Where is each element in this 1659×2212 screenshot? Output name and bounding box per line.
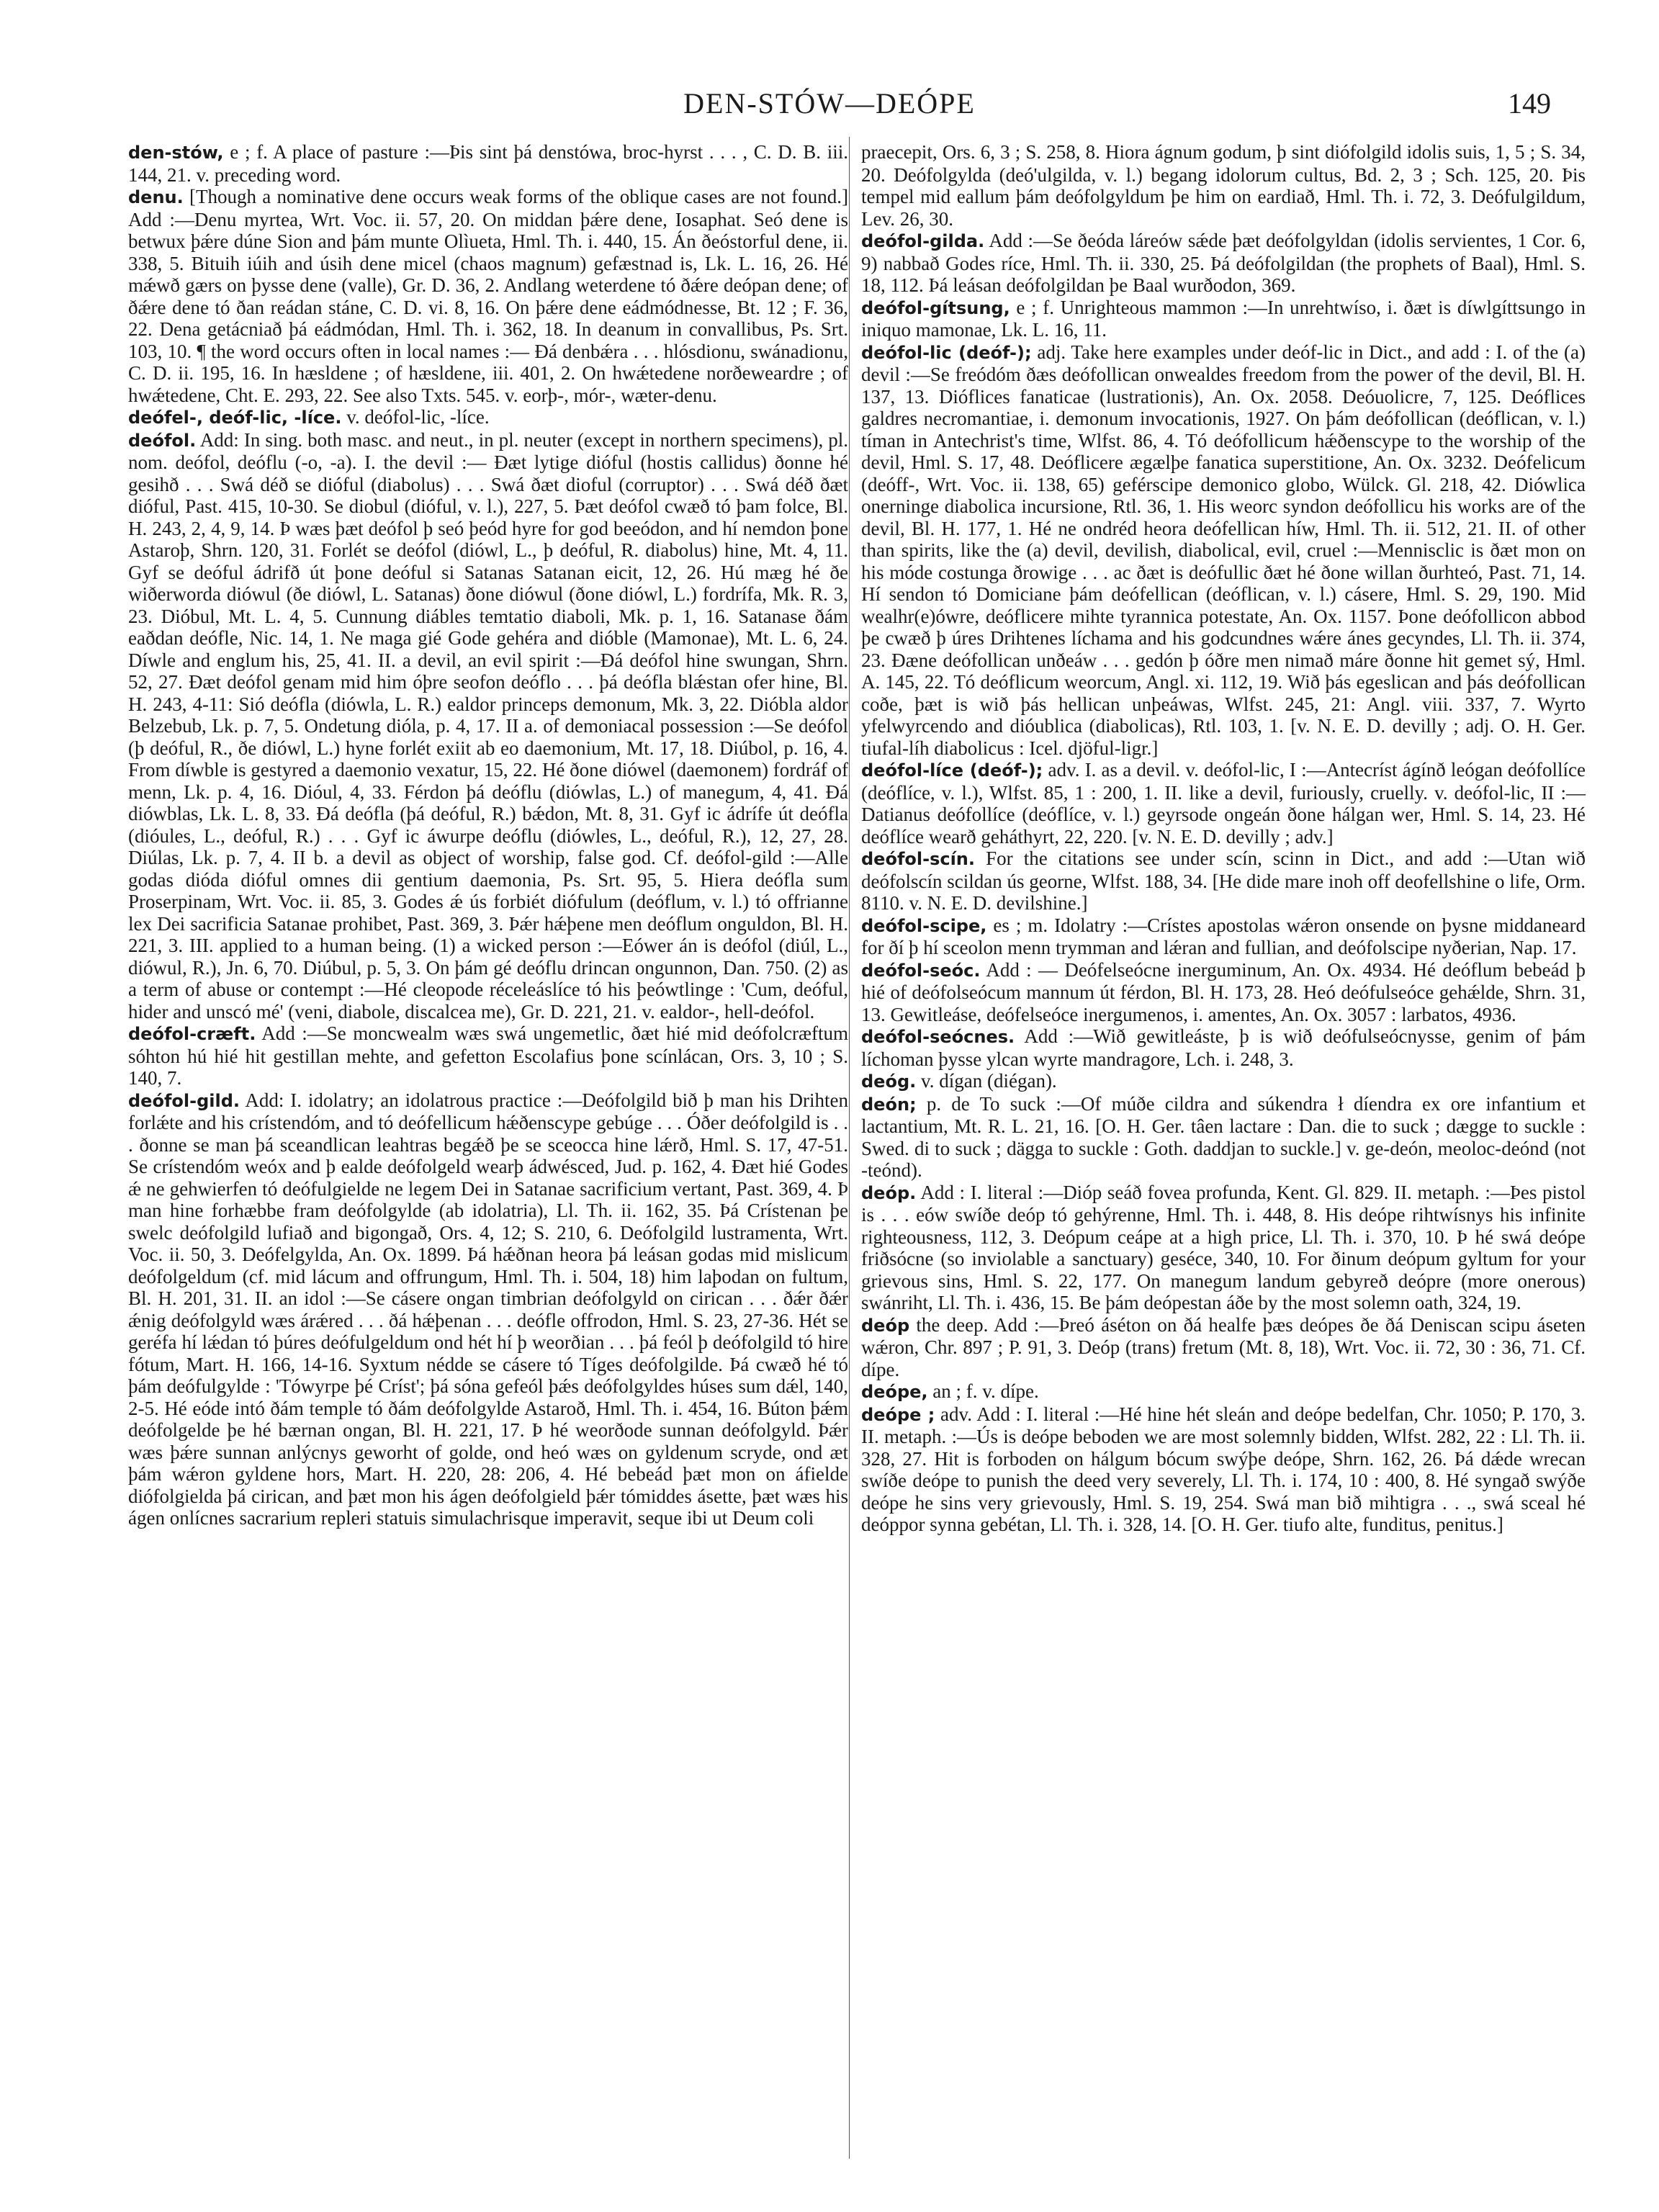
headword: deófol-scipe, — [861, 915, 987, 936]
headword: deóg. — [861, 1071, 917, 1092]
entry — [861, 1093, 1586, 1182]
headword: deófol-gild. — [128, 1090, 240, 1111]
entry-text: the deep. Add :—Þreó áséton on ðá healfe þæs deópes ðe ðá Deniscan scipu áseten wǽron, Chr. 897 ; P. 91, 3. Deóp (trans) fretum (Mt. 8, 18), Wrt. Voc. ii. 72, 30 : 36, 71. Cf. dípe. — [861, 1313, 1586, 1380]
left-column — [128, 141, 848, 1529]
page-number: 149 — [1508, 87, 1551, 120]
entry-text: e ; f. A place of pasture :—Þis sint þá denstówa, broc-hyrst . . . , C. D. B. iii. 144, 21. v. preceding word. — [128, 141, 849, 186]
entry-text: [Though a nominative dene occurs weak forms of the oblique cases are not found.] Add :—Denu myrtea, Wrt. Voc. ii. 57, 20. On middan þǽre dene, Iosaphat. Seó dene is betwux þǽre dúne Sion and þám munte Olìueta, Hml. Th. i. 440, 15. Án ðeóstorful dene, ii. 338, 5. Bituih iúih and úsih dene micel (chaos magnum) gefæstnad is, Lk. L. 16, 26. Hé mǽwð gærs on þysse dene (valle), Gr. D. 36, 2. Andlang weterdene tó ðǽre deópan dene; of ðǽre dene tó ðan reádan stáne, C. D. vi. 8, 16. On þǽre dene eádmódnesse, Bt. 12 ; F. 36, 22. Dena getácniað þá eádmódan, Hml. Th. i. 362, 18. In deanum in convallibus, Ps. Srt. 103, 10. ¶ the word occurs often in local names :— Ðá denbǽra . . . hlósdionu, swánadionu, C. D. ii. 195, 16. In hæsldene ; of hæsldene, iii. 401, 2. On hwǽtedene norðeweardre ; of hwǽtedene, Cht. E. 293, 22. See also Txts. 545. v. eorþ-, mór-, wæter-denu. — [128, 186, 848, 406]
entry — [861, 1314, 1586, 1381]
entry — [861, 341, 1586, 760]
entry — [861, 1070, 1586, 1093]
headword: deófol-scín. — [861, 849, 976, 869]
headword: deófol-cræft. — [128, 1024, 256, 1044]
entry-text: adj. Take here examples under deóf-lic in Dict., and add : I. of the (a) devil :—Se freódóm ðæs deófollican onwealdes freedom from the power of the devil, Bl. H. 137, 13. Dióflices fanaticae (lustrationis), An. Ox. 2058. Deóuolicre, 7, 125. Deóflices galdres necromantiae, i. demonum invocationis, 1927. On þám deófollican (deóflican, v. l.) tíman in Antechrist's time, Wlfst. 86, 4. Tó deófollicum hǽðenscype to the worship of the devil, Hml. S. 17, 48. Deóflicere ægælþe fanatica superstitione, An. Ox. 3232. Deófelicum (deóff-, Wrt. Voc. ii. 138, 65) geférscipe demonico globo, Wülck. Gl. 218, 42. Diówlica onerninge diabolica incursione, Rtl. 36, 1. His weorc syndon deófollicu his works are of the devil, Bl. H. 177, 1. Hé ne ondréd heora deófellican híw, Hml. Th. ii. 512, 21. II. of other than spirits, like the (a) devil, devilish, diabolical, evil, cruel :—Mennisclic is ðæt mon on his móde costunga ðrowige . . . ac ðæt is deófullic ðæt hé ðone willan ðurhteó, Past. 71, 14. Hí sendon tó Domiciane þám deófellican (deóflican, v. l.) cásere, Hml. S. 29, 190. Mid wealhr(e)ówre, deóflicere mihte tyrannica potestate, An. Ox. 1157. Þone deófollicon abbod þe cwæð þ úres Drihtenes líchama and his godcundnes wǽre ánes gecyndes, Ll. Th. ii. 374, 23. Ðæne deófollican unðeáw . . . gedón þ óðre men nimað máre ðonne hit gemet sý, Hml. A. 145, 22. Tó deóflicum weorcum, Angl. xi. 112, 19. Wið þás egeslican and þás deófollican coðe, þæt is wið þás hellican unþeáwas, Wlfst. 245, 21: Angl. viii. 337, 7. Wyrto yfelwyrcendo and dióublica (diabolicas), Rtl. 103, 1. [v. N. E. D. devilly ; adj. O. H. Ger. tiufal-líh diabolicus : Icel. djöful-ligr.] — [861, 341, 1586, 759]
entry-text: For the citations see under scín, scinn in Dict., and add :—Utan wið deófolscín scildan ús georne, Wlfst. 188, 34. [He dide mare inoh off deofellshine o life, Orm. 8110. v. N. E. D. devilshine.] — [861, 848, 1586, 914]
headword: deófol-lic (deóf-); — [861, 342, 1032, 363]
entry-text: v. deófol-lic, -líce. — [346, 406, 490, 428]
headword: deófol-seócnes. — [861, 1027, 1015, 1047]
entry-text: Add :—Se moncwealm wæs swá ungemetlic, ðæt hié mid deófolcræftum sóhton hú hié hit gestillan mehte, and gefetton Escolafius þone scínlácan, Ors. 3, 10 ; S. 140, 7. — [128, 1022, 848, 1089]
entry-text: Add : — Deófelseócne inerguminum, An. Ox. 4934. Hé deóflum bebeád þ hié of deófolseócum mannum út férdon, Bl. H. 173, 28. Heó deófulseóce gehǽlde, Shrn. 31, 13. Gewitleáse, deófelseóce inergumenos, i. amentes, An. Ox. 3057 : larbatos, 4936. — [861, 958, 1586, 1025]
running-head — [0, 86, 1659, 130]
entry — [861, 230, 1586, 297]
right-column — [861, 141, 1586, 1536]
column-divider — [849, 137, 850, 2159]
headword: deópe, — [861, 1382, 928, 1402]
entry-text: es ; m. Idolatry :—Crístes apostolas wǽron onsende on þysne middaneard for ðí þ hí sceolon menn trymman and lǽran and fullian, and deófolscipe nyðerian, Nap. 17. — [861, 914, 1586, 958]
headword: den-stów, — [128, 143, 224, 163]
entry — [861, 1380, 1586, 1403]
entry-text: v. dígan (diégan). — [921, 1070, 1057, 1092]
headword: deófol-gilda. — [861, 231, 985, 251]
entry — [861, 141, 1586, 230]
headword: deófel-, deóf-lic, -líce. — [128, 408, 342, 428]
entry-text: Add: In sing. both masc. and neut., in pl. neuter (except in northern specimens), pl. nom. deófol, deóflu (-o, -a). I. the devil :— Ðæt lytige dióful (hostis callidus) ðonne hé gesihð . . . Swá déð se dióful (diabolus) . . . Swá ðæt dioful (corruptor) . . . Swá déð ðæt dióful, Past. 415, 10-30. Se diobul (dióful, v. l.), 227, 5. Þæt deófol cwæð tó þam folce, Bl. H. 243, 2, 4, 9, 14. Þ wæs þæt deófol þ seó þeód hyre for god beeódon, and hí nemdon þone Astaroþ, Shrn. 120, 31. Forlét se deófol (diówl, L., þ deóful, R. diabolus) hine, Mt. 4, 11. Gyf se deóful ádrifð út þone deóful si Satanas Satanan eicit, 12, 26. Hú mæg hé ðe wiðerworda diówul (ðe diówl, L. Satanas) ðone diówul (ðone diówl, L.) fordrífa, Mk. R. 3, 23. Dióbul, Mt. L. 4, 5. Cunnung diábles temtatio diaboli, Mk. p. 1, 16. Satanase ðám eaðdan deófle, Nic. 14, 1. Ne maga gié Gode gehéra and dióble (Mamonae), Mt. L. 6, 24. Díwle and englum his, 25, 41. II. a devil, an evil spirit :—Ðá deófol hine swungan, Shrn. 52, 27. Ðæt deófol genam mid him óþre seofon deóflo . . . þá deófla blǽstan ofer hine, Bl. H. 243, 4-11: Sió deófla (diówla, L. R.) ealdor princeps demonum, Mk. 3, 22. Dióbla aldor Belzebub, Lk. p. 7, 5. Ondetung dióla, p. 4, 17. II a. of demoniacal possession :—Se deófol (þ deóful, R., ðe diówl, L.) hyne forlét exiit ab eo daemonium, Mt. 17, 18. Diúbol, p. 16, 4. From díwble is gestyred a daemonio vexatur, 15, 22. Hé ðone diówel (daemonem) fordráf of menn, Lk. p. 4, 16. Dióul, 4, 33. Férdon þá deóflu (diówlas, L.) of manegum, 4, 41. Ðá diówblas, Lk. L. 8, 33. Ðá deófla (þá deóful, R.) bǽdon, Mt. 8, 31. Gyf ic ádrífe út deófla (dióules, L., deóful, R.) . . . Gyf ic áwurpe deóflu (diówles, L., deóful, R.), 12, 27, 28. Diúlas, Lk. p. 7, 4. II b. a devil as object of worship, false god. Cf. deófol-gild :—Alle godas dióda dióful omnes dii gentium daemonia, Ps. Srt. 95, 5. Hiera deófla sum Proserpinam, Wrt. Voc. ii. 85, 3. Godes ǽ ús forbiét diófulum (deóflum, v. l.) tó offrianne lex Dei sacrificia Satanae prohibet, Past. 369, 3. Þǽr hǽþene men deóflum onguldon, Bl. H. 221, 3. III. applied to a human being. (1) a wicked person :—Eówer án is deófol (diúl, L., diówul, R.), Jn. 6, 70. Diúbul, p. 5, 3. On þám gé deóflu drincan ongunnon, Dan. 750. (2) as a term of abuse or contempt :—Hé cleopode réceleáslíce tó his þeówtlinge : 'Cum, deóful, hider and unscó mé' (veni, diabole, discalcea me), Gr. D. 221, 21. v. ealdor-, hell-deófol. — [128, 428, 848, 1022]
entry-text: p. de To suck :—Of múðe cildra and súkendra ł díendra ex ore infantium et lactantium, Mt. R. L. 21, 16. [O. H. Ger. tâen lactare : Dan. die to suck ; dægge to suckle : Swed. di to suck ; dägga to suckle : Goth. daddjan to suckle.] v. ge-deón, meoloc-deónd (not -teónd). — [861, 1092, 1586, 1181]
entry — [128, 1022, 848, 1089]
entry-text: Add :—Wið gewitleáste, þ is wið deófulseócnysse, genim of þám líchoman þysse ylcan wyrte mandragore, Lch. i. 248, 3. — [861, 1025, 1586, 1070]
entry — [861, 914, 1586, 959]
entry-text: an ; f. v. dípe. — [932, 1380, 1039, 1402]
entry — [128, 186, 848, 406]
entry — [861, 759, 1586, 848]
entry-text: Add :—Se ðeóda láreów sǽde þæt deófolgyldan (idolis servientes, 1 Cor. 6, 9) nabbað Godes ríce, Hml. Th. ii. 330, 25. Þá deófolgildan (the prophets of Baal), Hml. S. 18, 112. Þá leásan deófolgildan þe Baal wurðodon, 369. — [861, 230, 1586, 296]
headword: denu. — [128, 187, 184, 207]
entry-text: adv. I. as a devil. v. deófol-lic, I :—Antecríst ágínð leógan deófollíce (deóflíce, v. l.), Wlfst. 85, 1 : 200, 1. II. like a devil, furiously, cruelly. v. deófol-lic, II :—Datianus deófollíce (deóflíce, v. l.) geyrsode ongeán ðone hálgan wer, Hml. S. 14, 23. Hé deóflíce wearð geháthyrt, 22, 220. [v. N. E. D. devilly ; adv.] — [861, 759, 1586, 848]
headword: deófol-gítsung, — [861, 297, 1010, 318]
headword: deófol-líce (deóf-); — [861, 760, 1043, 781]
entry — [128, 141, 848, 186]
entry-text: e ; f. Unrighteous mammon :—In unrehtwíso, i. ðæt is díwlgíttsungo in iniquo mamonae, Lk. L. 16, 11. — [861, 296, 1586, 341]
entry-text: praecepit, Ors. 6, 3 ; S. 258, 8. Hiora ágnum godum, þ sint diófolgild idolis suis, 1, 5 ; S. 34, 20. Deófolgylda (deó'ulgilda, v. l.) begang idolorum cultus, Bd. 2, 3 ; Sch. 125, 20. Þis tempel mid eallum þám deófolgyldum þe him on eardiað, Hml. Th. i. 72, 3. Deófulgildum, Lev. 26, 30. — [861, 141, 1586, 230]
headword: deópe ; — [861, 1404, 935, 1425]
headword: deóp. — [861, 1182, 917, 1203]
entry — [128, 406, 848, 429]
entry — [861, 848, 1586, 914]
headword: deón; — [861, 1094, 917, 1115]
entry-text: Add: I. idolatry; an idolatrous practice :—Deófolgild bið þ man his Drihten forlǽte and his crístendóm, and tó deófellicum hǽðenscype gebúge . . . Óðer deófolgild is . . . ðonne se man þá sceandlican leahtras begǽð þe se sceocca hine lǽrð, Hml. S. 17, 47-51. Se crístendóm weóx and þ ealde deófolgeld wearþ ádwésced, Jud. p. 162, 4. Ðæt hié Godes ǽ ne gehwierfen tó deófulgielde ne legem Dei in Satanae sacrificium vertant, Past. 369, 4. Þ man hine forhæbbe fram deófolgylde (ab idolatria), Ll. Th. ii. 162, 35. Þá Crístenan þe swelc deófolgild lufiað and bigongað, Ors. 4, 12; S. 210, 6. Deófolgild lustramenta, Wrt. Voc. ii. 50, 3. Deófelgylda, An. Ox. 1899. Þá hǽðnan heora þá leásan godas mid mislicum deófolgeldum (cf. mid lácum and offrungum, Hml. Th. i. 504, 18) him laþodan on fultum, Bl. H. 201, 31. II. an idol :—Se cásere ongan timbrian deófolgyld on cirican . . . ðǽr ðǽr ǽnig deófolgyld wæs árǽred . . . ðá hǽþenan . . . deófle offrodon, Hml. S. 23, 27-36. Hét se geréfa hí lǽdan tó þúres deófulgeldum ond hét hí þ weorðian . . . þá feól þ deófolgild tó hire fótum, Mart. H. 166, 14-16. Syxtum nédde se cásere tó Tíges deófolgilde. Þá cwæð hé tó þám deófulgylde : 'Tówyrpe þé Críst'; þá sóna gefeól þǽs deófolgyldes húses sum dǽl, 140, 2-5. Hé eóde intó ðám temple tó ðám deófolgylde Astaroð, Hml. Th. i. 454, 16. Búton þǽm deófolgelde þe hé bærnan ongan, Bl. H. 221, 17. Þ hé weorðode sunnan deófolgyld. Þǽr wæs þǽre sunnan anlýcnys geworht of golde, ond heó wæs on gyldenum scryde, ond æt þám wǽron gyldene hors, Mart. H. 220, 28: 206, 4. Hé bebeád þæt mon on áfielde diófolgielda þá cirican, and þæt mon his ágen deófolgield þǽr tómiddes ásette, þæt wæs his ágen onlícnes sacrarium repleri statuis simulachrisque imperavit, seque ibi ut Deum coli — [128, 1089, 849, 1529]
entry — [861, 1025, 1586, 1070]
headword: deófol. — [128, 430, 197, 451]
entry — [861, 1182, 1586, 1314]
entry — [861, 1403, 1586, 1536]
headword: deóp — [861, 1315, 910, 1336]
headword: deófol-seóc. — [861, 960, 981, 981]
running-title: DEN-STÓW—DEÓPE — [683, 87, 976, 120]
entry-text: adv. Add : I. literal :—Hé hine hét sleán and deópe bedelfan, Chr. 1050; P. 170, 3. II. metaph. :—Ús is deópe beboden we are most solemnly bidden, Wlfst. 282, 22 : Ll. Th. ii. 328, 27. Hit is forboden on hálgum bócum swýþe deópe, Shrn. 162, 26. Þá dǽde wrecan swíðe deópe to punish the deed very severely, Ll. Th. i. 174, 10 : 400, 8. Hé syngað swýðe deópe he sins very grievously, Hml. S. 19, 254. Swá man bið mihtigra . . ., swá sceal hé deóppor synna gebétan, Ll. Th. i. 328, 14. [O. H. Ger. tiufo alte, funditus, penitus.] — [861, 1403, 1586, 1535]
entry — [128, 429, 848, 1023]
entry-text: Add : I. literal :—Dióp seáð fovea profunda, Kent. Gl. 829. II. metaph. :—Þes pistol is . . . eów swíðe deóp tó gehýrenne, Hml. Th. i. 448, 8. His deópe rihtwísnys his infinite righteousness, 112, 3. Deópum ceápe at a high price, Ll. Th. i. 370, 10. Þ hé swá deópe friðsócne (so inviolable a sanctuary) geséce, 340, 10. For ðinum deópum gyltum for your grievous sins, Hml. S. 22, 177. On manegum landum gebyreð deópre (more onerous) swánriht, Ll. Th. i. 436, 15. Be þám deópestan áðe by the most solemn oath, 324, 19. — [861, 1181, 1586, 1313]
entry — [861, 959, 1586, 1026]
entry — [128, 1089, 848, 1529]
entry — [861, 297, 1586, 341]
